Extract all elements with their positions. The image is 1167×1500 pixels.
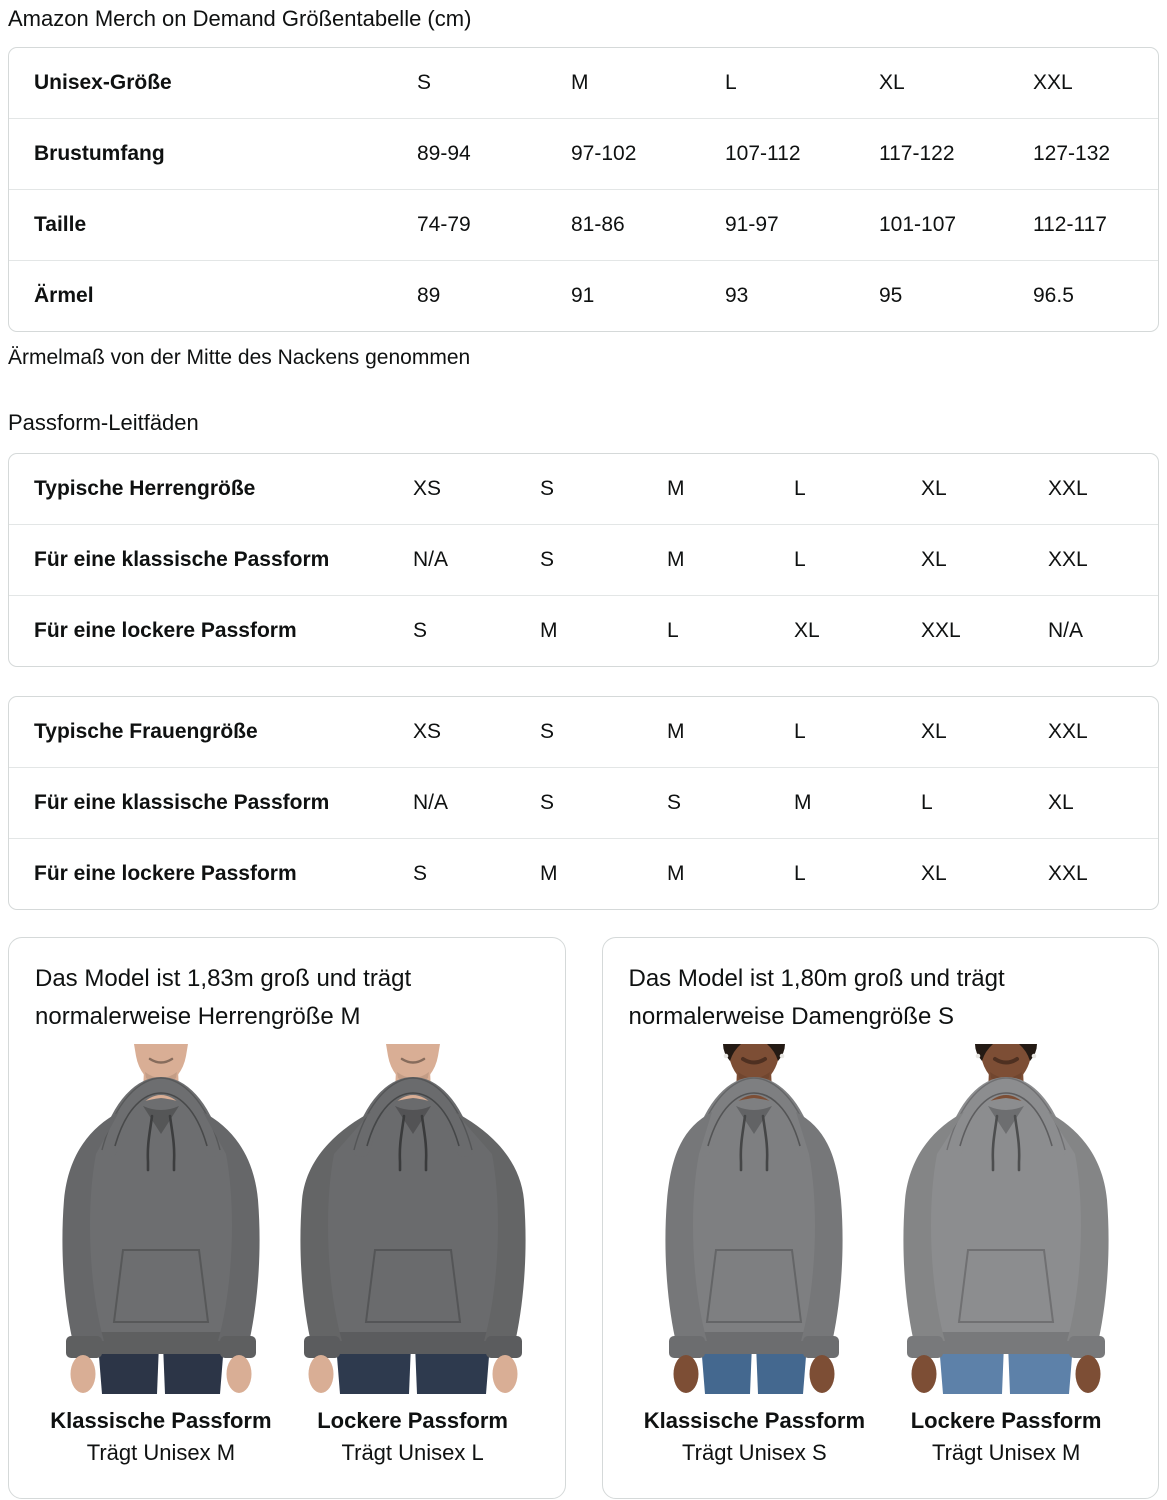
- model-cards: [8, 937, 1159, 1499]
- table-cell: XL: [921, 477, 947, 500]
- model-photo-men-loose: [288, 1044, 538, 1394]
- table-cell: XXL: [1048, 477, 1088, 500]
- table-cell: S: [413, 862, 428, 885]
- table-cell: 74-79: [417, 213, 471, 236]
- table-cell: M: [667, 548, 685, 571]
- row-label: Für eine lockere Passform: [34, 619, 297, 642]
- hoodie-model-illustration: [629, 1044, 879, 1394]
- table-cell: XXL: [1048, 720, 1088, 743]
- table-cell: M: [571, 71, 589, 94]
- model-photo-women-classic: [629, 1044, 879, 1394]
- model-figure: [35, 1044, 287, 1466]
- table-row: [9, 697, 1158, 767]
- table-cell: XS: [413, 477, 442, 500]
- table-cell: L: [794, 548, 806, 571]
- row-label: Taille: [34, 213, 87, 236]
- table-row: [9, 595, 1158, 666]
- table-cell: M: [667, 862, 685, 885]
- mens-model-card: [8, 937, 566, 1499]
- model-description: Das Model ist 1,80m groß und trägt normalerweise Damengröße S: [628, 965, 1005, 1030]
- row-label: Für eine klassische Passform: [34, 548, 330, 571]
- row-label: Ärmel: [34, 284, 94, 307]
- table-cell: XXL: [921, 619, 961, 642]
- table-cell: L: [794, 862, 806, 885]
- wears-label: Trägt Unisex L: [341, 1440, 484, 1465]
- table-cell: L: [725, 71, 737, 94]
- table-cell: M: [540, 619, 558, 642]
- table-cell: XXL: [1048, 548, 1088, 571]
- table-cell: 101-107: [879, 213, 957, 236]
- hoodie-model-illustration: [288, 1044, 538, 1394]
- table-cell: 112-117: [1033, 213, 1107, 236]
- table-cell: N/A: [413, 548, 449, 571]
- table-cell: M: [667, 720, 685, 743]
- table-cell: S: [413, 619, 428, 642]
- table-cell: 107-112: [725, 142, 801, 165]
- figure-row: [35, 1044, 539, 1466]
- row-label: Typische Herrengröße: [34, 477, 256, 500]
- row-label: Für eine lockere Passform: [34, 862, 297, 885]
- table-cell: L: [794, 720, 806, 743]
- table-cell: XL: [921, 720, 947, 743]
- table-cell: N/A: [413, 791, 449, 814]
- table-cell: 89-94: [417, 142, 471, 165]
- table-cell: XL: [921, 862, 947, 885]
- figure-row: [629, 1044, 1133, 1466]
- table-cell: L: [667, 619, 679, 642]
- table-cell: XL: [921, 548, 947, 571]
- table-cell: 96.5: [1033, 284, 1074, 307]
- table-cell: M: [794, 791, 812, 814]
- model-figure: [880, 1044, 1132, 1466]
- table-row: [9, 524, 1158, 595]
- table-cell: M: [667, 477, 685, 500]
- table-cell: XL: [879, 71, 905, 94]
- table-cell: 91-97: [725, 213, 779, 236]
- table-cell: 97-102: [571, 142, 637, 165]
- row-label: Für eine klassische Passform: [34, 791, 330, 814]
- table-cell: S: [417, 71, 432, 94]
- unisex-size-table: [8, 47, 1159, 332]
- table-cell: S: [540, 548, 555, 571]
- table-cell: M: [540, 862, 558, 885]
- hoodie-model-illustration: [36, 1044, 286, 1394]
- table-cell: S: [540, 791, 555, 814]
- table-row: [9, 118, 1158, 189]
- table-row: [9, 454, 1158, 524]
- table-row: [9, 48, 1158, 118]
- page-title: Amazon Merch on Demand Größentabelle (cm): [8, 6, 472, 31]
- table-cell: S: [540, 477, 555, 500]
- model-description: Das Model ist 1,83m groß und trägt normalerweise Herrengröße M: [35, 965, 412, 1030]
- wears-label: Trägt Unisex M: [931, 1440, 1081, 1465]
- sleeve-measure-note: Ärmelmaß von der Mitte des Nackens genommen: [8, 346, 471, 369]
- table-cell: XL: [794, 619, 820, 642]
- table-cell: XXL: [1033, 71, 1073, 94]
- table-cell: L: [921, 791, 933, 814]
- fit-label: Lockere Passform: [910, 1408, 1102, 1433]
- table-cell: 127-132: [1033, 142, 1111, 165]
- table-cell: XS: [413, 720, 442, 743]
- womens-fit-table: [8, 696, 1159, 910]
- row-label: Unisex-Größe: [34, 71, 172, 94]
- wears-label: Trägt Unisex S: [682, 1440, 827, 1465]
- model-figure: [287, 1044, 539, 1466]
- table-row: [9, 260, 1158, 331]
- table-cell: XL: [1048, 791, 1074, 814]
- fit-label: Lockere Passform: [317, 1408, 508, 1433]
- row-label: Typische Frauengröße: [34, 720, 258, 743]
- table-cell: 91: [571, 284, 595, 307]
- womens-model-card: [602, 937, 1160, 1499]
- table-cell: 81-86: [571, 213, 625, 236]
- table-cell: N/A: [1048, 619, 1084, 642]
- row-label: Brustumfang: [34, 142, 165, 165]
- hoodie-model-illustration: [881, 1044, 1131, 1394]
- table-row: [9, 189, 1158, 260]
- table-row: [9, 767, 1158, 838]
- table-row: [9, 838, 1158, 909]
- table-cell: 117-122: [879, 142, 955, 165]
- table-cell: XXL: [1048, 862, 1088, 885]
- table-cell: 95: [879, 284, 903, 307]
- fit-label: Klassische Passform: [50, 1408, 272, 1433]
- table-cell: S: [540, 720, 555, 743]
- fit-guides-heading: Passform-Leitfäden: [8, 410, 199, 435]
- model-photo-women-loose: [881, 1044, 1131, 1394]
- wears-label: Trägt Unisex M: [86, 1440, 236, 1465]
- table-cell: L: [794, 477, 806, 500]
- mens-fit-table: [8, 453, 1159, 667]
- fit-label: Klassische Passform: [643, 1408, 866, 1433]
- model-figure: [629, 1044, 881, 1466]
- table-cell: 93: [725, 284, 749, 307]
- table-cell: 89: [417, 284, 441, 307]
- table-cell: S: [667, 791, 682, 814]
- model-photo-men-classic: [36, 1044, 286, 1394]
